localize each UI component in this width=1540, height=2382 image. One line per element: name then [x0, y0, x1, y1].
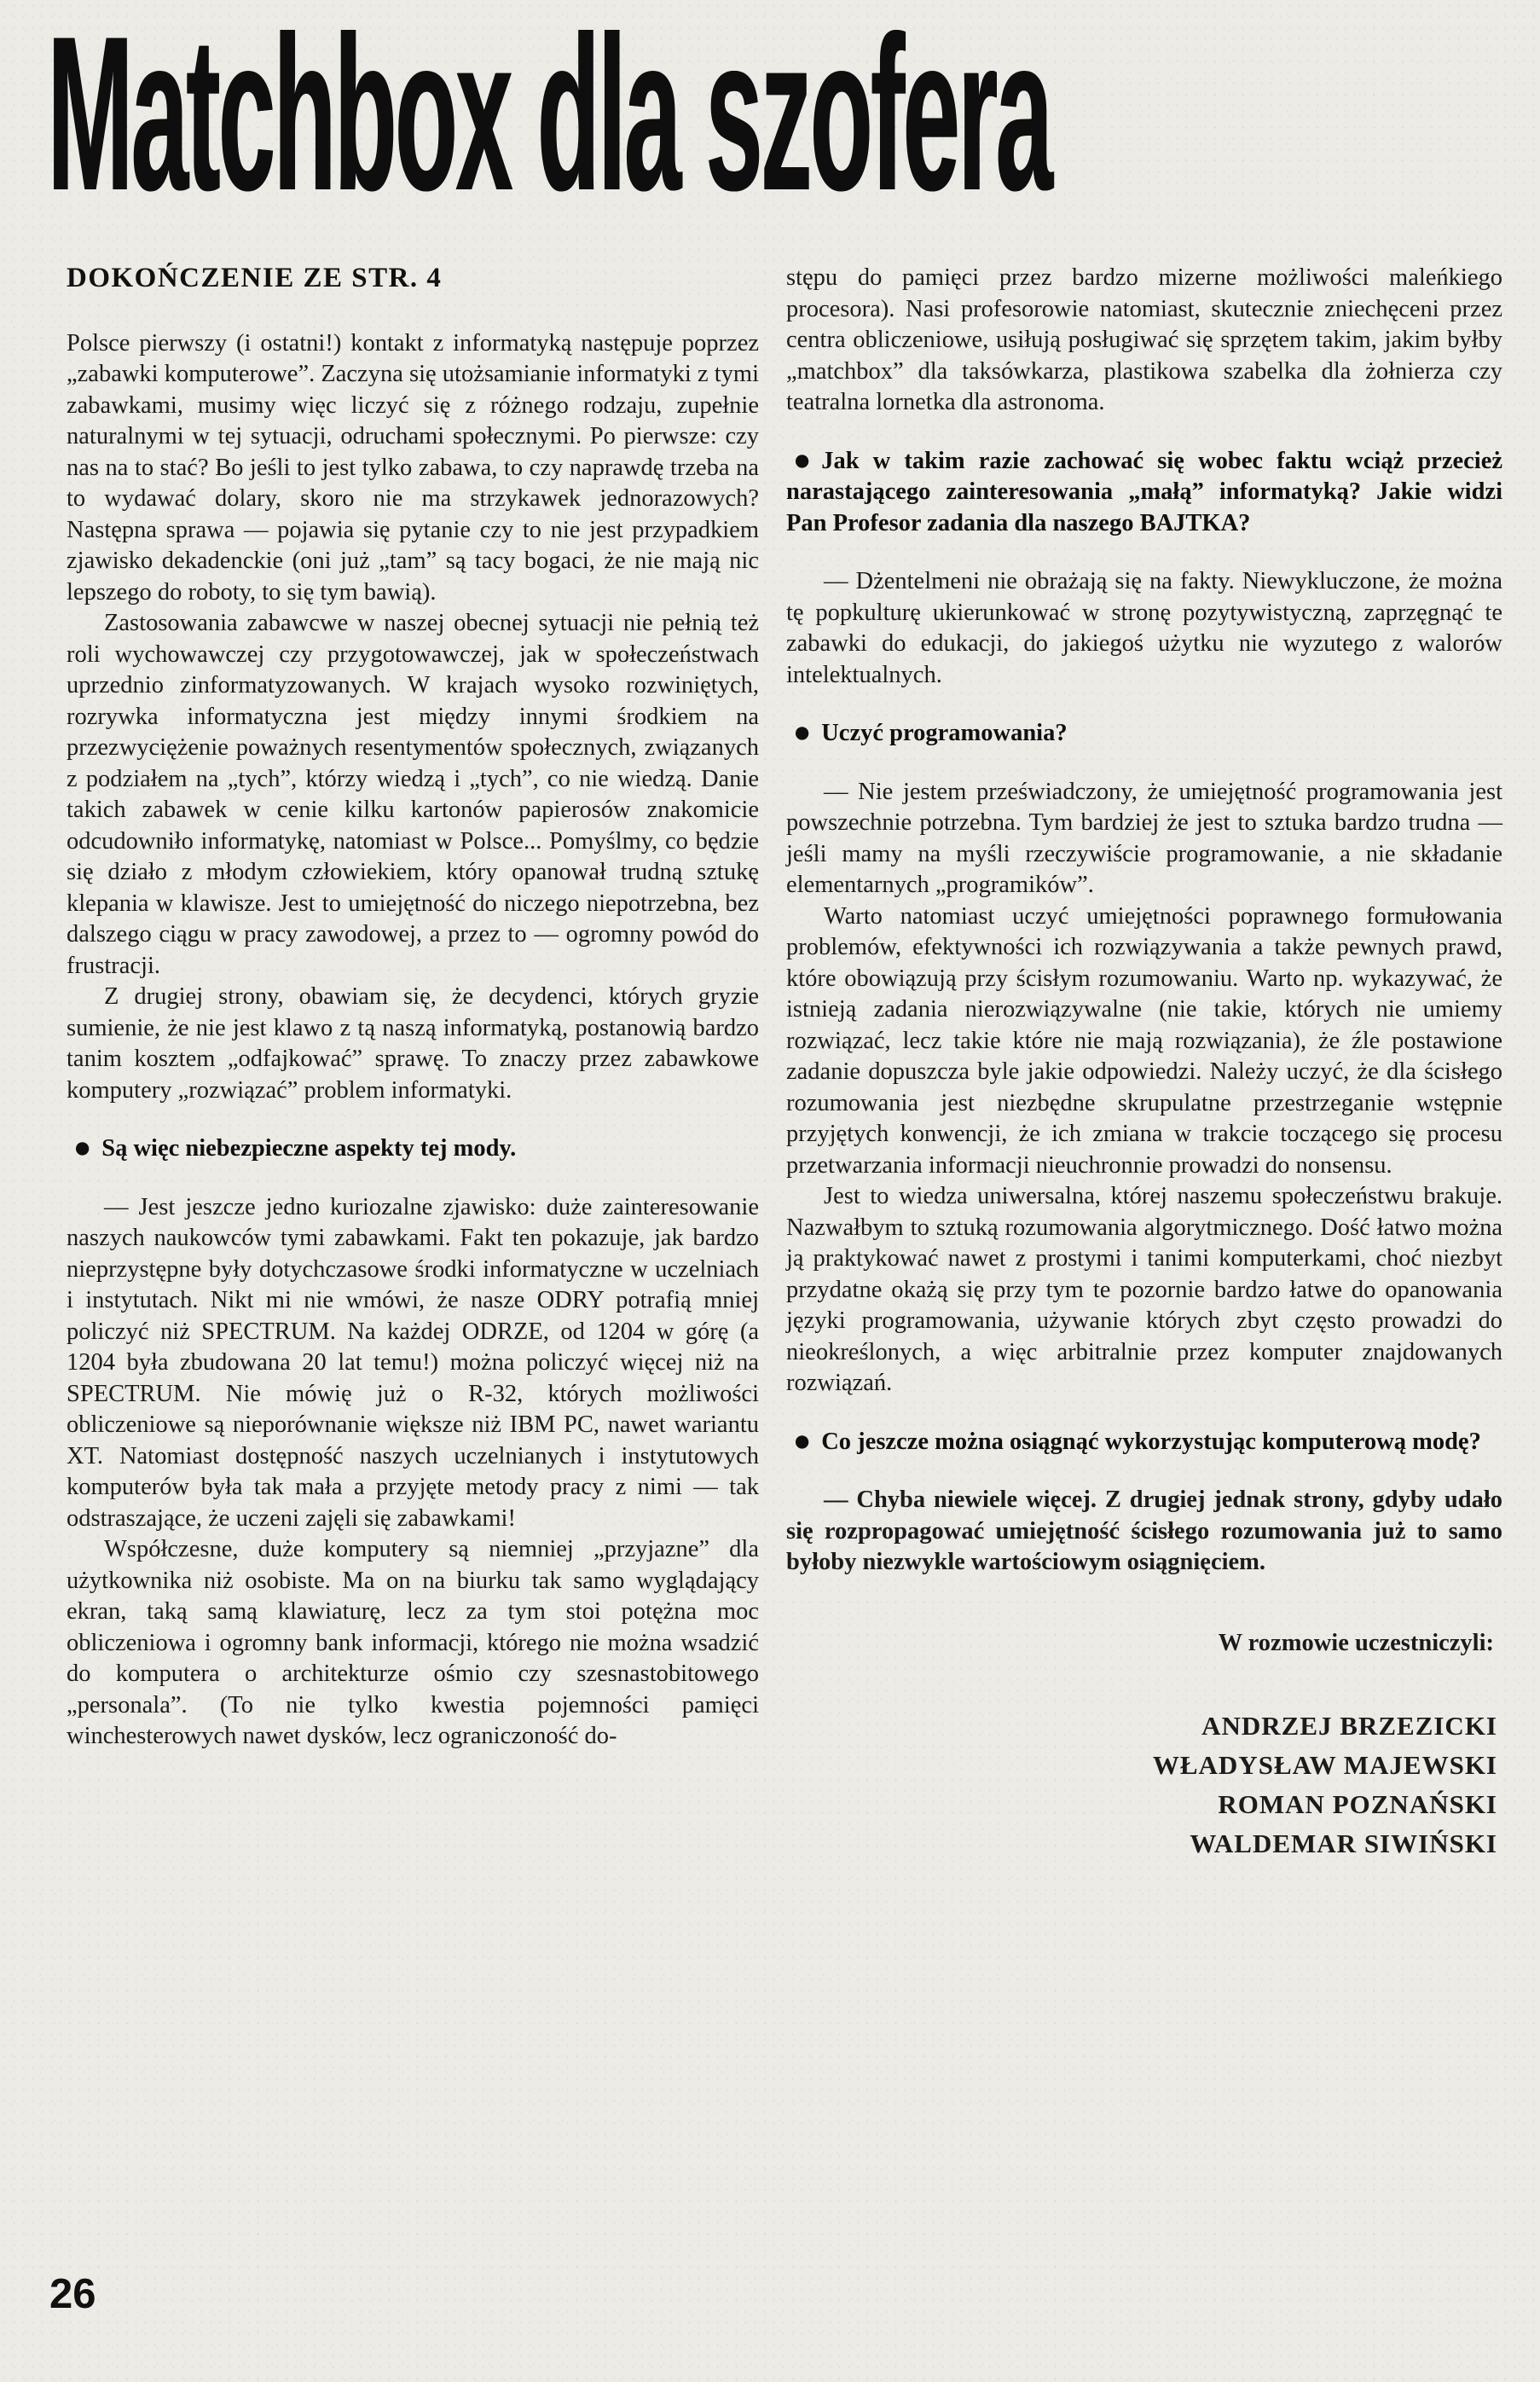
participants-heading: W rozmowie uczestniczyli:: [1218, 1629, 1494, 1656]
article-paragraph: Współczesne, duże komputery są niemniej „przyjazne” dla użytkownika niż osobiste. Ma on na biurku tak samo wyglądający ekran, taką samą klawiaturę, lecz za tym stoi potężna moc obliczeniowa i ogromny bank informacji, którego nie można wsadzić do komputera o architekturze ośmio czy szesnastobitowego „personala”. (To nie tylko kwestia pojemności pamięci winchesterowych nawet dysków, lecz ograniczoność do-: [67, 1536, 759, 1749]
participant-name: ROMAN POZNAŃSKI: [1218, 1789, 1497, 1819]
right-column: [786, 263, 1502, 1863]
article-paragraph: Polsce pierwszy (i ostatni!) kontakt z informatyką następuje poprzez „zabawki komputerowe”. Zaczyna się utożsamianie informatyki z tymi zabawkami, musimy więc liczyć się z różnego rodzaju, zupełnie naturalnymi w tej sytuacji, odruchami społecznymi. Po pierwsze: czy nas na to stać? Bo jeśli to jest tylko zabawa, to czy naprawdę trzeba na to wydawać dolary, skoro nie ma strzykawek jednorazowych? Następna sprawa — pojawia się pytanie czy to nie jest przypadkiem zjawisko dekadenckie (oni już „tam” są tacy bogaci, że nie mają nic lepszego do roboty, to się tym bawią).: [67, 329, 759, 606]
interview-question: [786, 1424, 1502, 1458]
article-paragraph: — Nie jestem przeświadczony, że umiejętność programowania jest powszechnie potrzebna. Tym bardziej że jest to sztuka bardzo trudna — jeśli mamy na myśli rzeczywiście programowanie, a nie składanie elementarnych „programików”.: [786, 778, 1502, 898]
bullet-icon: ●: [792, 716, 812, 750]
participant-name: ANDRZEJ BRZEZICKI: [1201, 1711, 1497, 1741]
interview-question: [786, 443, 1502, 540]
article-paragraph: — Dżentelmeni nie obrażają się na fakty. Niewykluczone, że można tę popkulturę ukierunkować w stronę pozytywistyczną, zaprzęgnąć te zabawki do edukacji, do jakiegoś użytku nie wyzutego z walorów intelektualnych.: [786, 568, 1502, 688]
participants-list: [786, 1707, 1502, 1863]
article-paragraph: — Chyba niewiele więcej. Z drugiej jednak strony, gdyby udało się rozpropagować umiejętność ścisłego rozumowania już to samo byłoby niezwykle wartościowym osiągnięciem.: [786, 1487, 1502, 1575]
article-paragraph: Zastosowania zabawcwe w naszej obecnej sytuacji nie pełnią też roli wychowawczej czy przygotowawczej, jak w społeczeństwach uprzednio zinformatyzowanych. W krajach wysoko rozwiniętych, rozrywka informatyczna jest między innymi środkiem na przezwyciężenie poważnych resentymentów społecznych, związanych z podziałem na „tych”, którzy wiedzą i „tych”, co nie wiedzą. Danie takich zabawek w cenie kilku kartonów papierosów znakomicie odcudowniło informatykę, natomiast w Polsce... Pomyślmy, co będzie się działo z młodym człowiekiem, który opanował trudną sztukę klepania w klawisze. Jest to umiejętność do niczego niepotrzebna, bez dalszego ciągu w pracy zawodowej, a przez to — ogromny powód do frustracji.: [67, 610, 759, 979]
interview-question-text: Uczyć programowania?: [821, 720, 1068, 746]
bullet-icon: ●: [792, 443, 812, 478]
continuation-note: DOKOŃCZENIE ZE STR. 4: [67, 263, 443, 293]
interview-question-text: Jak w takim razie zachować się wobec faktu wciąż przecież narastającego zainteresowania „małą” informatyką? Jakie widzi Pan Profesor zadania dla naszego BAJTKA?: [786, 447, 1502, 536]
page-number: 26: [49, 2271, 96, 2317]
interview-question-text: Są więc niebezpieczne aspekty tej mody.: [101, 1135, 517, 1162]
interview-question: [67, 1133, 759, 1165]
left-column: [67, 263, 759, 1753]
participant-name: WŁADYSŁAW MAJEWSKI: [1152, 1750, 1497, 1780]
interview-question-text: Co jeszcze można osiągnąć wykorzystując komputerową modę?: [821, 1428, 1481, 1455]
interview-question: [786, 718, 1502, 750]
bullet-icon: ●: [72, 1131, 92, 1165]
article-paragraph: Jest to wiedza uniwersalna, której naszemu społeczeństwu brakuje. Nazwałbym to sztuką rozumowania algorytmicznego. Dość łatwo można ją praktykować nawet z prostymi i tanimi komputerkami, choć niezbyt przydatne okażą się przy tym te pozornie bardzo łatwe do opanowania języki programowania, używanie których zbyt często prowadzi do nieokreślonych, a więc arbitralnie przez komputer znajdowanych rozwiązań.: [786, 1183, 1502, 1396]
article-paragraph: Warto natomiast uczyć umiejętności poprawnego formułowania problemów, efektywności ich rozwiązywania a także pewnych prawd, które obowiązują przy ścisłym rozumowaniu. Warto np. wykazywać, że istnieją zadania nierozwiązywalne (nie takie, których nie umiemy rozwiązać, lecz takie które nie mają rozwiązania), że źle postawione zadanie dopuszcza byle jakie odpowiedzi. Należy uczyć, że dla ścisłego rozumowania jest niezbędne skrupulatne przestrzeganie wstępnie przyjętych konwencji, że ich zmiana w trakcie toczącego się procesu przetwarzania informacji nieuchronnie prowadzi do nonsensu.: [786, 902, 1502, 1179]
participant-name: WALDEMAR SIWIŃSKI: [1190, 1829, 1497, 1858]
article-paragraph: stępu do pamięci przez bardzo mizerne możliwości maleńkiego procesora). Nasi profesorowie natomiast, skutecznie zniechęceni przez centra obliczeniowe, usiłują posługiwać się sprzętem takim, jakim byłby „matchbox” dla taksówkarza, plastikowa szabelka dla żołnierza czy teatralna lornetka dla astronoma.: [786, 264, 1502, 415]
article-paragraph: Z drugiej strony, obawiam się, że decydenci, których gryzie sumienie, że nie jest klawo z tą naszą informatyką, postanowią bardzo tanim kosztem „odfajkować” sprawę. To znaczy przez zabawkowe komputery „rozwiązać” problem informatyki.: [67, 983, 759, 1104]
article-paragraph: — Jest jeszcze jedno kuriozalne zjawisko: duże zainteresowanie naszych naukowców tymi zabawkami. Fakt ten pokazuje, jak bardzo nieprzystępne były dotychczasowe środki informatyczne w uczelniach i instytutach. Nikt mi nie wmówi, że nasze ODRY potrafią mniej policzyć niż SPECTRUM. Na każdej ODRZE, od 1204 w górę (a 1204 była zbudowana 20 lat temu!) można policzyć więcej niż na SPECTRUM. Nie mówię już o R-32, których możliwości obliczeniowe są nieporównanie większe niż IBM PC, nawet wariantu XT. Natomiast dostępność naszych uczelnianych i instytutowych komputerów była tak mała a przyjęte metody pracy z nimi — tak odstraszające, że uczeni zajęli się zabawkami!: [67, 1193, 759, 1532]
bullet-icon: ●: [792, 1424, 812, 1458]
article-title: Matchbox dla szofera: [47, 0, 1051, 236]
